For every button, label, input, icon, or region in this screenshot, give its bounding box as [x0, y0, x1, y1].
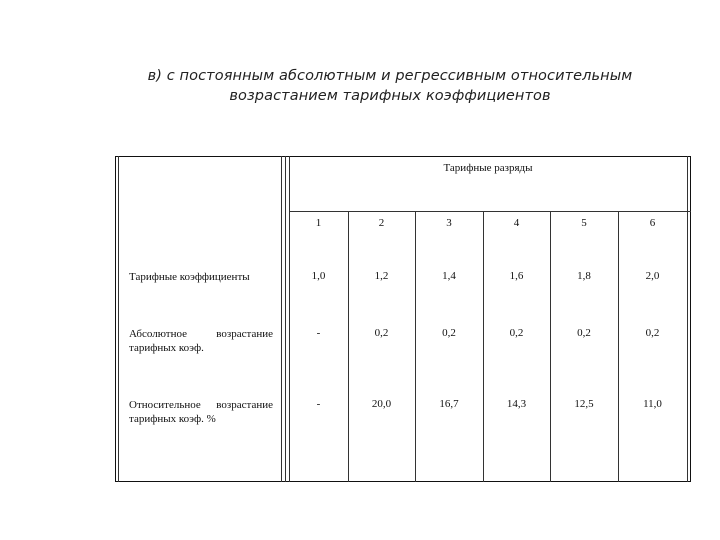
title-line-1: в) с постоянным абсолютным и регрессивным относительным: [147, 68, 633, 84]
tariff-table: [115, 156, 691, 482]
table-cell: 1,4: [442, 270, 456, 282]
group-header-tariff-ranks: Тарифные разряды: [443, 162, 533, 174]
row-label-coefficients: Тарифные коэффициенты: [129, 271, 250, 283]
table-cell: 0,2: [442, 327, 456, 339]
row-label-absolute-increase: Абсолютное возрастание тарифных коэф.: [129, 328, 273, 354]
table-cell: 1,0: [311, 270, 326, 282]
column-header-2: 2: [378, 217, 385, 229]
column-header-4: 4: [513, 217, 520, 229]
table-cell: 1,2: [374, 270, 389, 282]
table-cell: 14,3: [506, 398, 527, 410]
table-cell: 0,2: [645, 327, 660, 339]
table-cell: -: [316, 327, 321, 339]
table-cell: -: [316, 398, 321, 410]
table-cell: 2,0: [645, 270, 660, 282]
row-label-relative-increase: Относительное возрастание тарифных коэф. %: [129, 399, 273, 425]
table-cell: 1,6: [509, 270, 524, 282]
table-cell: 0,2: [577, 327, 591, 339]
column-header-6: 6: [649, 217, 656, 229]
column-header-5: 5: [581, 217, 587, 229]
column-header-3: 3: [446, 217, 452, 229]
table-cell: 12,5: [574, 398, 594, 410]
table-cell: 0,2: [509, 327, 524, 339]
table-cell: 1,8: [577, 270, 591, 282]
table-cell: 20,0: [371, 398, 392, 410]
title-line-2: возрастанием тарифных коэффициентов: [229, 88, 551, 104]
table-cell: 16,7: [439, 398, 459, 410]
document-title: [100, 66, 680, 106]
column-header-1: 1: [315, 217, 322, 229]
table-cell: 11,0: [643, 398, 662, 410]
table-cell: 0,2: [374, 327, 389, 339]
